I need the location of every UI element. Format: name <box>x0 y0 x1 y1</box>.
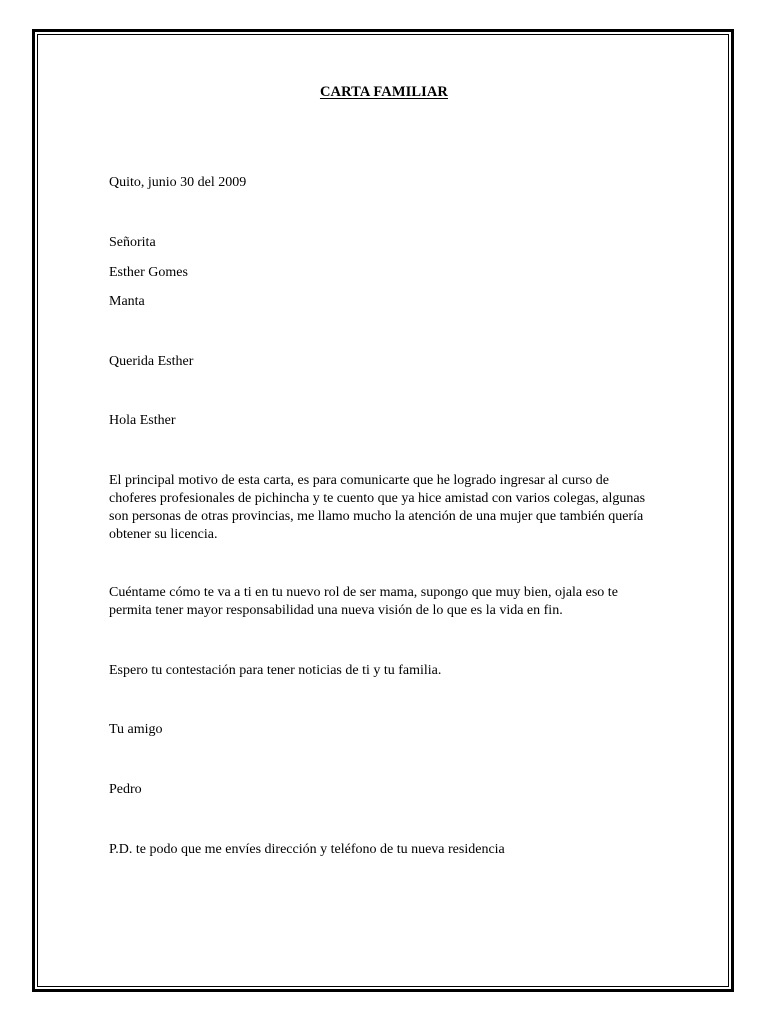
place-date: Quito, junio 30 del 2009 <box>109 175 247 190</box>
letter-title: CARTA FAMILIAR <box>319 84 449 100</box>
paragraph-2-line: Cuéntame cómo te va a ti en tu nuevo rol de ser mama, supongo que muy bien, ojala eso te <box>109 585 618 600</box>
paragraph-2-line: permita tener mayor responsabilidad una nueva visión de lo que es la vida en fin. <box>109 603 563 618</box>
recipient-city: Manta <box>109 294 145 309</box>
closing: Tu amigo <box>109 722 163 737</box>
body-paragraph-2 <box>109 584 637 620</box>
recipient-name: Esther Gomes <box>109 265 188 280</box>
opening-line: Hola Esther <box>109 413 176 428</box>
body-paragraph-1 <box>109 472 646 544</box>
paragraph-1-line: obtener su licencia. <box>109 527 218 542</box>
recipient-title: Señorita <box>109 235 156 250</box>
paragraph-1-line: El principal motivo de esta carta, es para comunicarte que he logrado ingresar al curso de <box>109 473 609 488</box>
greeting: Querida Esther <box>109 354 194 369</box>
body-paragraph-3: Espero tu contestación para tener noticias de ti y tu familia. <box>109 663 442 678</box>
paragraph-1-line: choferes profesionales de pichincha y te cuento que ya hice amistad con varios colegas, algunas <box>109 491 646 506</box>
paragraph-1-line: son personas de otras provincias, me llamo mucho la atención de una mujer que también quería <box>109 509 644 524</box>
postscript: P.D. te podo que me envíes dirección y teléfono de tu nueva residencia <box>109 842 505 857</box>
signature: Pedro <box>109 782 142 797</box>
